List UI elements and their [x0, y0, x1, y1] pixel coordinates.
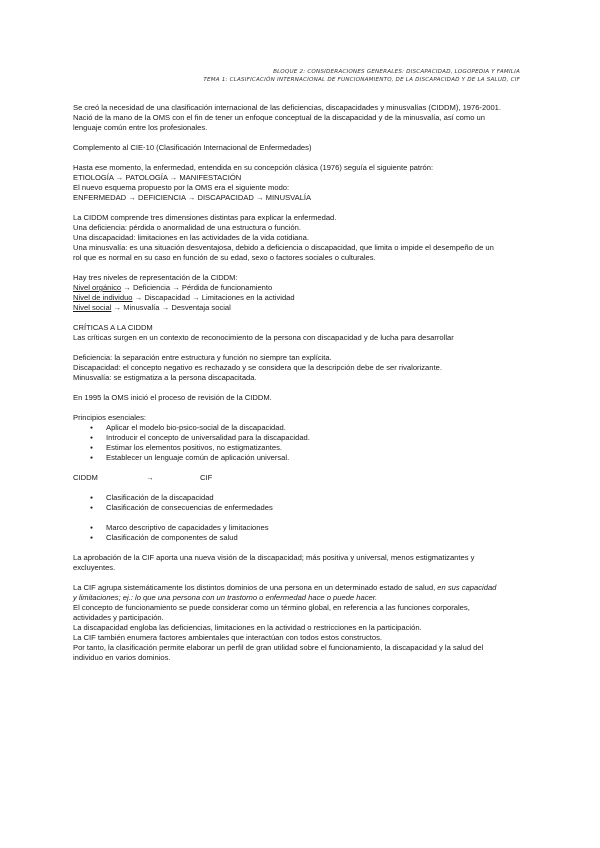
level-text: → Discapacidad → Limitaciones en la actividad — [132, 293, 295, 302]
page-header — [120, 68, 520, 84]
model-line-2: ETIOLOGÍA → PATOLOGÍA → MANIFESTACIÓN — [73, 173, 242, 182]
criticas-title: CRÍTICAS A LA CIDDM — [73, 323, 153, 332]
list-item: ● Clasificación de consecuencias de enfermedades — [90, 503, 538, 513]
cif-line-3-text: La CIF agrupa sistemáticamente los distintos dominios de una persona en un determinado estado de salud, — [73, 583, 438, 592]
cif-line-4: y limitaciones; ej.: lo que una persona con un trastorno o enfermedad hace o puede hacer. — [73, 593, 378, 602]
criticas-line-4: Minusvalía: se estigmatiza a la persona discapacitada. — [73, 373, 257, 382]
level-name: Nivel social — [73, 303, 112, 312]
cif-line-3-italic: en sus capacidad — [437, 583, 497, 592]
list-item: ● Clasificación de la discapacidad — [90, 493, 538, 503]
criticas-line-1: Las críticas surgen en un contexto de reconocimiento de la persona con discapacidad y de lucha para desarrollar — [73, 333, 454, 342]
list-item: ● Establecer un lenguaje común de aplicación universal. — [90, 453, 538, 463]
comparison-row — [73, 473, 538, 483]
list-item: ● Marco descriptivo de capacidades y limitaciones — [90, 523, 538, 533]
model-line-4: ENFERMEDAD → DEFICIENCIA → DISCAPACIDAD → MINUSVALÍA — [73, 193, 312, 202]
comparison-arrow: → — [146, 473, 154, 482]
principles-title: Principios esenciales: — [73, 413, 147, 422]
dimensions-line-2: Una deficiencia: pérdida o anormalidad de una estructura o función. — [73, 223, 301, 232]
header-line-1: BLOQUE 2: CONSIDERACIONES GENERALES: DISCAPACIDAD, LOGOPEDIA Y FAMILIA — [273, 69, 520, 75]
level-item — [73, 293, 538, 303]
intro-line-3: lenguaje común entre los profesionales. — [73, 123, 208, 132]
comparison-list-1 — [73, 493, 538, 513]
cif-line-5: El concepto de funcionamiento se puede considerar como un término global, en referencia a las funciones corporales, — [73, 603, 470, 612]
principles-list — [73, 423, 538, 463]
cif-line-8: La CIF también enumera factores ambientales que interactúan con todos estos constructos. — [73, 633, 382, 642]
level-text: → Minusvalía → Desventaja social — [111, 303, 231, 312]
level-item — [73, 303, 538, 313]
list-item: ● Estimar los elementos positivos, no estigmatizantes. — [90, 443, 538, 453]
document-body — [73, 103, 538, 663]
list-item: ● Aplicar el modelo bio-psico-social de la discapacidad. — [90, 423, 538, 433]
cif-line-3 — [73, 583, 538, 593]
dimensions-line-3: Una discapacidad: limitaciones en las actividades de la vida cotidiana. — [73, 233, 309, 242]
dimensions-line-4: Una minusvalía: es una situación desventajosa, debido a deficiencia o discapacidad, que limita o impide el desempeño de un — [73, 243, 494, 252]
comparison-left: CIDDM — [73, 473, 98, 482]
cif-line-6: actividades y participación. — [73, 613, 164, 622]
cif-line-2: excluyentes. — [73, 563, 116, 572]
criticas-line-3: Discapacidad: el concepto negativo es rechazado y se considera que la descripción debe de ser rivalorizante. — [73, 363, 442, 372]
criticas-line-5: En 1995 la OMS inició el proceso de revisión de la CIDDM. — [73, 393, 272, 402]
cif-line-10: individuo en varios dominios. — [73, 653, 171, 662]
level-name: Nivel orgánico — [73, 283, 122, 292]
intro-line-2: Nació de la mano de la OMS con el fin de tener un enfoque conceptual de la discapacidad y de la minusvalía, así como un — [73, 113, 486, 122]
list-item: ● Introducir el concepto de universalidad para la discapacidad. — [90, 433, 538, 443]
cif-line-1: La aprobación de la CIF aporta una nueva visión de la discapacidad; más positiva y universal, menos estigmatizantes y — [73, 553, 475, 562]
level-text: → Deficiencia → Pérdida de funcionamiento — [121, 283, 273, 292]
header-line-2: TEMA 1: CLASIFICACIÓN INTERNACIONAL DE FUNCIONAMIENTO, DE LA DISCAPACIDAD Y DE LA SALUD, CIF — [203, 77, 520, 83]
model-line-3: El nuevo esquema propuesto por la OMS era el siguiente modo: — [73, 183, 290, 192]
list-item: ● Clasificación de componentes de salud — [90, 533, 538, 543]
dimensions-line-1: La CIDDM comprende tres dimensiones distintas para explicar la enfermedad. — [73, 213, 337, 222]
comparison-right: CIF — [200, 473, 213, 482]
intro-line-1: Se creó la necesidad de una clasificación internacional de las deficiencias, discapacidades y minusvalías (CIDDM), 1976-2001. — [73, 103, 502, 112]
comparison-list-2 — [73, 523, 538, 543]
level-item — [73, 283, 538, 293]
model-line-1: Hasta ese momento, la enfermedad, entendida en su concepción clásica (1976) seguía el siguiente patrón: — [73, 163, 434, 172]
level-name: Nivel de individuo — [73, 293, 133, 302]
complement-line: Complemento al CIE-10 (Clasificación Internacional de Enfermedades) — [73, 143, 312, 152]
levels-title: Hay tres niveles de representación de la CIDDM: — [73, 273, 238, 282]
cif-line-7: La discapacidad engloba las deficiencias, limitaciones en la actividad o restricciones en la participación. — [73, 623, 422, 632]
criticas-line-2: Deficiencia: la separación entre estructura y función no siempre tan explícita. — [73, 353, 332, 362]
dimensions-line-5: rol que es normal en su caso en función de su edad, sexo o factores sociales o culturales. — [73, 253, 376, 262]
cif-line-9: Por tanto, la clasificación permite elaborar un perfil de gran utilidad sobre el funcionamiento, la discapacidad y la salud del — [73, 643, 484, 652]
